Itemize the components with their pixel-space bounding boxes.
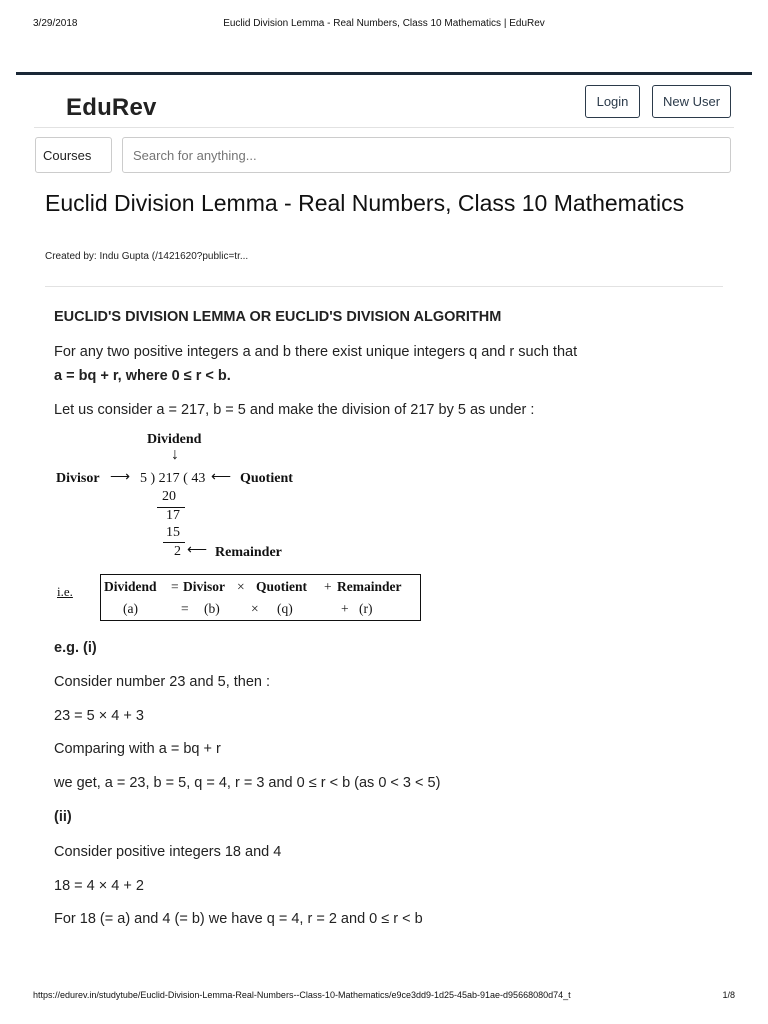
example-line: For 18 (= a) and 4 (= b) we have q = 4, r = 2 and 0 ≤ r < b	[54, 911, 423, 927]
formula-var-a: (a)	[123, 601, 138, 616]
dividend-label: Dividend	[147, 432, 202, 447]
long-division-diagram	[54, 432, 354, 562]
step-value: 20	[162, 489, 176, 504]
paragraph-definition: For any two positive integers a and b there exist unique integers q and r such that	[54, 344, 578, 360]
remainder-value: 2	[174, 544, 181, 559]
step-value: 17	[166, 508, 180, 523]
quotient-label: Quotient	[240, 471, 293, 486]
example-line: Comparing with a = bq + r	[54, 741, 221, 757]
lemma-formula: a = bq + r, where 0 ≤ r < b.	[54, 368, 231, 384]
created-by-link[interactable]: Created by: Indu Gupta (/1421620?public=tr...	[45, 251, 249, 262]
print-page-number: 1/8	[722, 990, 735, 1000]
print-footer	[33, 990, 735, 1004]
logo-text: EduRev	[66, 94, 157, 121]
left-arrow-icon: ⟵	[211, 470, 232, 485]
print-date: 3/29/2018	[33, 18, 78, 29]
print-url: https://edurev.in/studytube/Euclid-Division-Lemma-Real-Numbers--Class-10-Mathematics/e9ce3dd9-1d25-45ab-91ae-d95668080d74_t	[33, 990, 571, 1000]
new-user-button[interactable]: New User	[652, 85, 731, 118]
formula-divisor: Divisor	[183, 579, 225, 594]
division-rule	[163, 542, 185, 543]
paragraph-example-intro: Let us consider a = 217, b = 5 and make the division of 217 by 5 as under :	[54, 402, 535, 418]
formula-times: ×	[251, 601, 259, 616]
example-line: Consider positive integers 18 and 4	[54, 844, 282, 860]
example-label-2: (ii)	[54, 809, 72, 825]
right-arrow-icon: ⟶	[110, 470, 131, 485]
title-divider	[45, 286, 723, 287]
formula-remainder: Remainder	[337, 579, 402, 594]
ie-label: i.e.	[57, 584, 73, 599]
courses-dropdown[interactable]: Courses	[35, 137, 112, 173]
formula-var-q: (q)	[277, 601, 293, 616]
example-label-1: e.g. (i)	[54, 640, 97, 656]
formula-var-b: (b)	[204, 601, 220, 616]
remainder-label: Remainder	[215, 545, 282, 560]
example-line: Consider number 23 and 5, then :	[54, 674, 271, 690]
edurev-logo[interactable]	[66, 94, 157, 122]
formula-equals: =	[171, 579, 179, 594]
left-arrow-icon: ⟵	[187, 543, 208, 558]
formula-plus: +	[324, 579, 332, 594]
formula-times: ×	[237, 579, 245, 594]
step-value: 15	[166, 525, 180, 540]
print-header	[33, 18, 735, 32]
header-divider	[34, 127, 734, 128]
divisor-label: Divisor	[56, 471, 100, 486]
formula-var-r: (r)	[359, 601, 373, 616]
print-title: Euclid Division Lemma - Real Numbers, Class 10 Mathematics | EduRev	[223, 18, 545, 29]
division-expression: 5 ) 217 ( 43	[140, 471, 206, 486]
example-line: we get, a = 23, b = 5, q = 4, r = 3 and 0 ≤ r < b (as 0 < 3 < 5)	[54, 775, 441, 791]
formula-plus: +	[341, 601, 349, 616]
example-line: 23 = 5 × 4 + 3	[54, 708, 144, 724]
example-line: 18 = 4 × 4 + 2	[54, 878, 144, 894]
section-heading: EUCLID'S DIVISION LEMMA OR EUCLID'S DIVISION ALGORITHM	[54, 309, 502, 325]
page-title: Euclid Division Lemma - Real Numbers, Class 10 Mathematics	[45, 190, 685, 216]
top-bar	[16, 72, 752, 75]
down-arrow-icon: ↓	[171, 446, 179, 463]
formula-box	[100, 574, 421, 621]
search-input[interactable]	[122, 137, 731, 173]
formula-equals: =	[181, 601, 189, 616]
formula-quotient: Quotient	[256, 579, 308, 594]
formula-dividend: Dividend	[104, 579, 157, 594]
login-button[interactable]: Login	[585, 85, 640, 118]
